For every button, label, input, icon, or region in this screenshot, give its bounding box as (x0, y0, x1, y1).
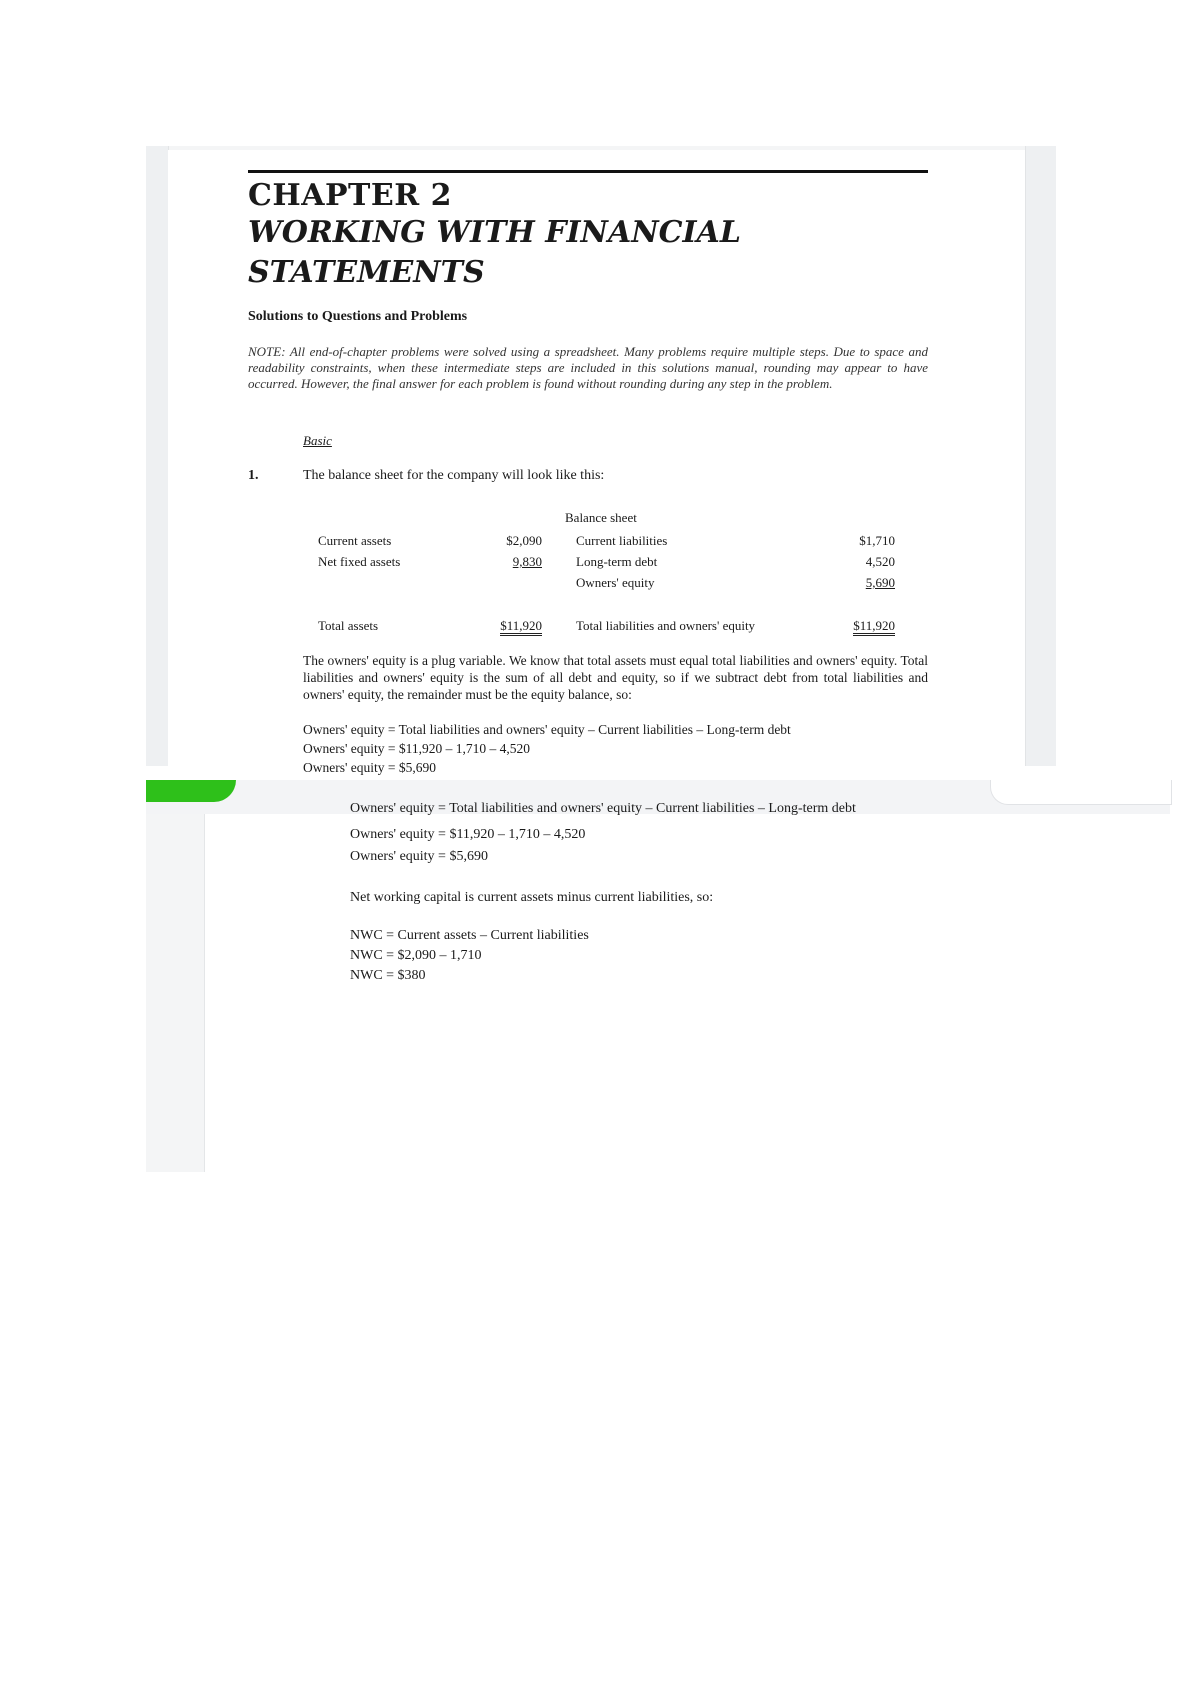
current-assets-value: $2,090 (506, 533, 542, 548)
total-liabilities-amount: $11,920 (853, 618, 895, 636)
long-term-debt-label: Long-term debt (576, 554, 658, 569)
total-liabilities-label: Total liabilities and owners' equity (576, 618, 756, 633)
current-liabilities-value: $1,710 (859, 533, 895, 548)
left-sidebar (146, 146, 169, 766)
total-assets-value (462, 618, 542, 634)
green-accent-tab[interactable] (146, 780, 236, 802)
equation-line-cut: Owners' equity = Total liabilities and owners' equity – Current liabilities – Long-term debt (350, 801, 856, 816)
problem-text: The balance sheet for the company will look like this: (303, 468, 605, 483)
note-paragraph: NOTE: All end-of-chapter problems were solved using a spreadsheet. Many problems require multiple steps. Due to space and readability constraints, when these intermediate steps are included in this solutions manual, rounding may appear to have occurred. However, the final answer for each problem is found without rounding during any step in the problem. (248, 344, 928, 391)
explanation-paragraph: The owners' equity is a plug variable. We know that total assets must equal total liabilities and owners' equity. Total liabilities and owners' equity is the sum of all debt and equity, so if we subtract debt from total liabilities and owners' equity, the remainder must be the equity balance, so: (303, 653, 928, 702)
owners-equity-amount: 5,690 (865, 575, 895, 590)
problem-number: 1. (248, 468, 259, 483)
right-scrollbar[interactable] (1025, 146, 1056, 766)
equation-line (350, 801, 856, 820)
nwc-intro: Net working capital is current assets minus current liabilities, so: (350, 890, 714, 905)
nwc-equation: NWC = $380 (350, 968, 426, 983)
owners-equity-value (815, 575, 895, 591)
net-fixed-assets-value (462, 554, 542, 570)
chapter-rule (248, 170, 928, 173)
total-assets-amount: $11,920 (500, 618, 542, 636)
nwc-equation: NWC = $2,090 – 1,710 (350, 948, 482, 963)
long-term-debt-value: 4,520 (865, 554, 895, 569)
balance-sheet-title: Balance sheet (565, 510, 637, 525)
chapter-title-line1: WORKING WITH FINANCIAL (248, 215, 741, 250)
equation-line: Owners' equity = $11,920 – 1,710 – 4,520 (303, 741, 531, 756)
right-tab[interactable] (990, 780, 1172, 805)
left-sidebar-lower (146, 814, 205, 1172)
bottom-screenshot-panel (146, 814, 1170, 1172)
owners-equity-label: Owners' equity (576, 575, 655, 590)
current-assets-label: Current assets (318, 533, 392, 548)
equation-line: Owners' equity = $5,690 (350, 849, 488, 864)
chapter-heading: CHAPTER 2 (248, 178, 452, 213)
net-fixed-assets-amount: 9,830 (512, 554, 542, 569)
current-liabilities-label: Current liabilities (576, 533, 668, 548)
equation-line: Owners' equity = $11,920 – 1,710 – 4,520 (350, 827, 586, 842)
chapter-title-line2: STATEMENTS (248, 255, 485, 290)
section-label: Basic (303, 433, 332, 448)
nwc-equation: NWC = Current assets – Current liabilities (350, 928, 589, 943)
total-liabilities-value (815, 618, 895, 634)
equation-line: Owners' equity = $5,690 (303, 760, 437, 775)
section-subheading: Solutions to Questions and Problems (248, 309, 468, 324)
net-fixed-assets-label: Net fixed assets (318, 554, 401, 569)
equation-line: Owners' equity = Total liabilities and owners' equity – Current liabilities – Long-term debt (303, 722, 791, 737)
total-assets-label: Total assets (318, 618, 379, 633)
